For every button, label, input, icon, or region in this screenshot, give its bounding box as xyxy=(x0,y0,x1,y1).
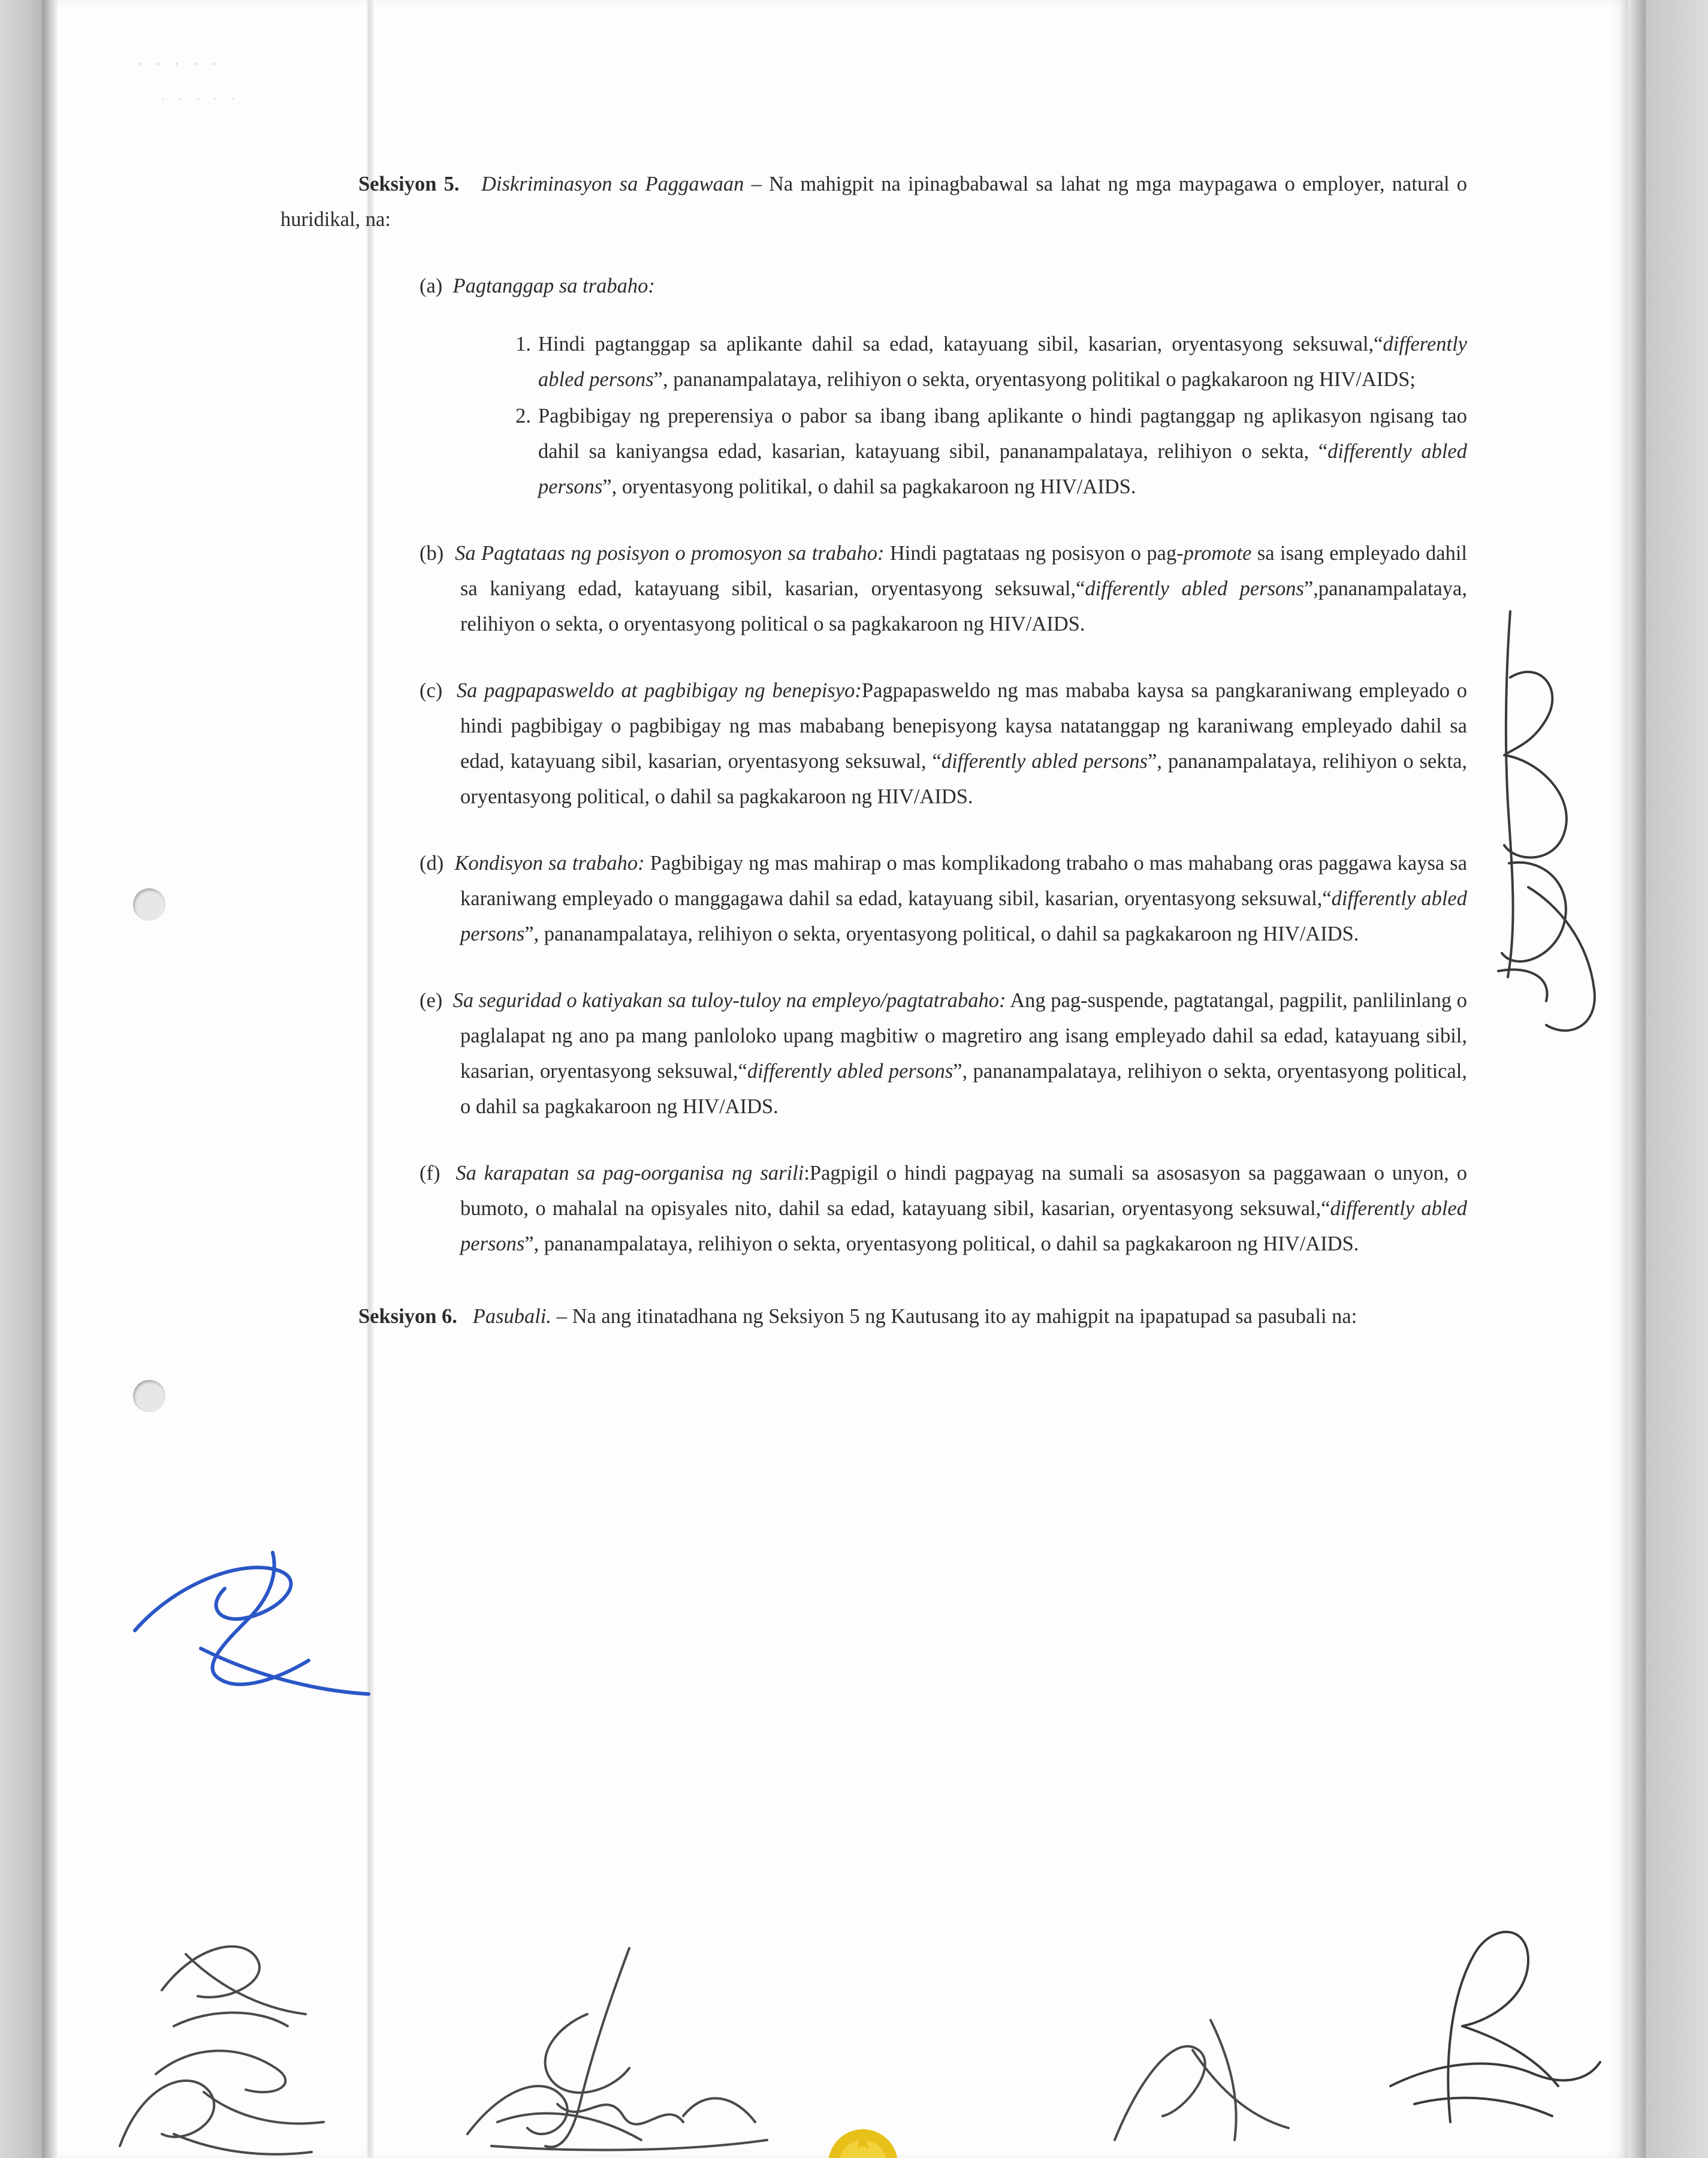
section-6-label: Seksiyon 6. xyxy=(358,1305,457,1328)
item-d-text-2: ”, pananampalataya, relihiyon o sekta, oryentasyong political, o dahil sa pagkakaroon ng HIV/AIDS. xyxy=(524,923,1359,945)
item-d-title: Kondisyon sa trabaho: xyxy=(454,852,645,875)
section-5-heading xyxy=(280,167,1467,237)
item-d xyxy=(280,846,1467,952)
item-a-marker: (a) xyxy=(420,275,443,297)
item-d-italic-1: differently abled persons xyxy=(460,887,1467,945)
punch-hole-upper xyxy=(133,888,165,921)
document-body xyxy=(280,167,1467,1355)
list-item-italic: differently abled persons xyxy=(538,333,1467,391)
item-e-marker: (e) xyxy=(420,989,443,1012)
item-b-italic-1: promote xyxy=(1183,542,1252,565)
scanner-right-shadow xyxy=(1628,0,1646,2158)
item-c-text-2: ”, pananampalataya, relihiyon o sekta, oryentasyong political, o dahil sa pagkakaroon ng HIV/AIDS. xyxy=(460,750,1468,808)
list-item-text-1: Pagbibigay ng preperensiya o pabor sa ibang ibang aplikante o hindi pagtanggap ng aplikasyon ngisang tao dahil sa kaniyangsa edad, kasarian, katayuang sibil, pananampalataya, relihiyon o sekta, “ xyxy=(538,405,1467,463)
section-5-label: Seksiyon 5. xyxy=(358,173,460,195)
list-item xyxy=(515,327,1467,397)
section-6-title: Pasubali. xyxy=(472,1305,552,1328)
item-f-title: Sa karapatan sa pag-oorganisa ng sarili xyxy=(455,1162,804,1185)
scanner-left-edge xyxy=(0,0,42,2158)
list-item-number: 1. xyxy=(515,333,531,355)
item-c-italic-1: differently abled persons xyxy=(941,750,1148,773)
item-c xyxy=(280,673,1467,815)
item-d-text-1: Pagbibigay ng mas mahirap o mas komplikadong trabaho o mas mahabang oras paggawa kaysa sa karaniwang empleyado o manggagawa dahil sa edad, katayuang sibil, kasarian, oryentasyong seksuwal,“ xyxy=(460,852,1468,910)
list-item-number: 2. xyxy=(515,405,531,427)
item-e-title: Sa seguridad o katiyakan sa tuloy-tuloy na empleyo/pagtatrabaho: xyxy=(452,989,1006,1012)
section-6-text: – Na ang itinatadhana ng Seksiyon 5 ng Kautusang ito ay mahigpit na ipapatupad sa pasubali na: xyxy=(551,1305,1357,1328)
scanner-left-shadow xyxy=(42,0,58,2158)
punch-hole-lower xyxy=(133,1380,165,1412)
item-f-text-2: ”, pananampalataya, relihiyon o sekta, oryentasyong political, o dahil sa pagkakaroon ng HIV/AIDS. xyxy=(524,1232,1359,1255)
item-c-title: Sa pagpapasweldo at pagbibigay ng benepisyo: xyxy=(456,679,862,702)
item-b xyxy=(280,536,1467,642)
item-e-italic-1: differently abled persons xyxy=(747,1060,953,1083)
item-b-italic-2: differently abled persons xyxy=(1085,577,1304,600)
scanner-right-edge xyxy=(1646,0,1708,2158)
item-a-numbered-list xyxy=(280,327,1467,505)
item-f-italic-1: differently abled persons xyxy=(460,1197,1467,1255)
section-5-lead: – Na mahigpit na ipinagbabawal sa lahat ng mga maypagawa o employer, natural o huridikal, na: xyxy=(280,173,1468,231)
item-e-text-1: Ang pag-suspende, pagtatangal, pagpilit, panlilinlang o paglalapat ng ano pa mang panloloko upang magbitiw o magretiro ang isang empleyado dahil sa edad, katayuang sibil, kasarian, oryentasyong seksuwal,“ xyxy=(460,989,1467,1083)
scan-speckle-top-2: . . . . . xyxy=(162,90,240,102)
item-c-text-1: Pagpapasweldo ng mas mababa kaysa sa pangkaraniwang empleyado o hindi pagbibigay o pagbibigay ng mas mababang benepisyong kaysa natatanggap ng karaniwang empleyado dahil sa edad, katayuang sibil, kasarian, oryentasyong seksuwal, “ xyxy=(460,679,1468,773)
section-6-heading xyxy=(280,1299,1467,1334)
item-f xyxy=(280,1156,1467,1262)
section-5-title: Diskriminasyon sa Paggawaan xyxy=(481,173,744,195)
list-item-text-2: ”, oryentasyong politikal, o dahil sa pagkakaroon ng HIV/AIDS. xyxy=(602,475,1136,498)
item-e xyxy=(280,983,1467,1125)
item-b-text-1: Hindi pagtataas ng posisyon o pag- xyxy=(884,542,1184,565)
item-b-text-2: sa isang empleyado dahil sa kaniyang edad, katayuang sibil, kasarian, oryentasyong seksuwal,“ xyxy=(460,542,1468,600)
item-d-marker: (d) xyxy=(420,852,444,875)
item-e-text-2: ”, pananampalataya, relihiyon o sekta, oryentasyong political, o dahil sa pagkakaroon ng HIV/AIDS. xyxy=(460,1060,1467,1118)
item-a xyxy=(280,269,1467,304)
list-item xyxy=(515,399,1467,505)
list-item-text-2: ”, pananampalataya, relihiyon o sekta, oryentasyong politikal o pagkakaroon ng HIV/AIDS; xyxy=(653,368,1416,391)
item-a-title: Pagtanggap sa trabaho: xyxy=(452,275,655,297)
item-b-text-3: ”,pananampalataya, relihiyon o sekta, o oryentasyong political o sa pagkakaroon ng HIV/AIDS. xyxy=(460,577,1467,635)
scan-speckle-top: . . . . . xyxy=(138,53,222,68)
list-item-italic: differently abled persons xyxy=(538,440,1467,498)
item-b-title: Sa Pagtataas ng posisyon o promosyon sa trabaho: xyxy=(455,542,885,565)
item-c-marker: (c) xyxy=(420,679,443,702)
item-f-marker: (f) xyxy=(420,1162,440,1185)
list-item-text-1: Hindi pagtanggap sa aplikante dahil sa edad, katayuang sibil, kasarian, oryentasyong seksuwal,“ xyxy=(538,333,1383,355)
item-b-marker: (b) xyxy=(420,542,444,565)
item-f-text-1: :Pagpigil o hindi pagpayag na sumali sa asosasyon sa paggawaan o unyon, o bumoto, o mahalal na opisyales nito, dahil sa edad, katayuang sibil, kasarian, oryentasyong seksuwal,“ xyxy=(460,1162,1468,1220)
republic-seal-icon xyxy=(812,2092,914,2158)
